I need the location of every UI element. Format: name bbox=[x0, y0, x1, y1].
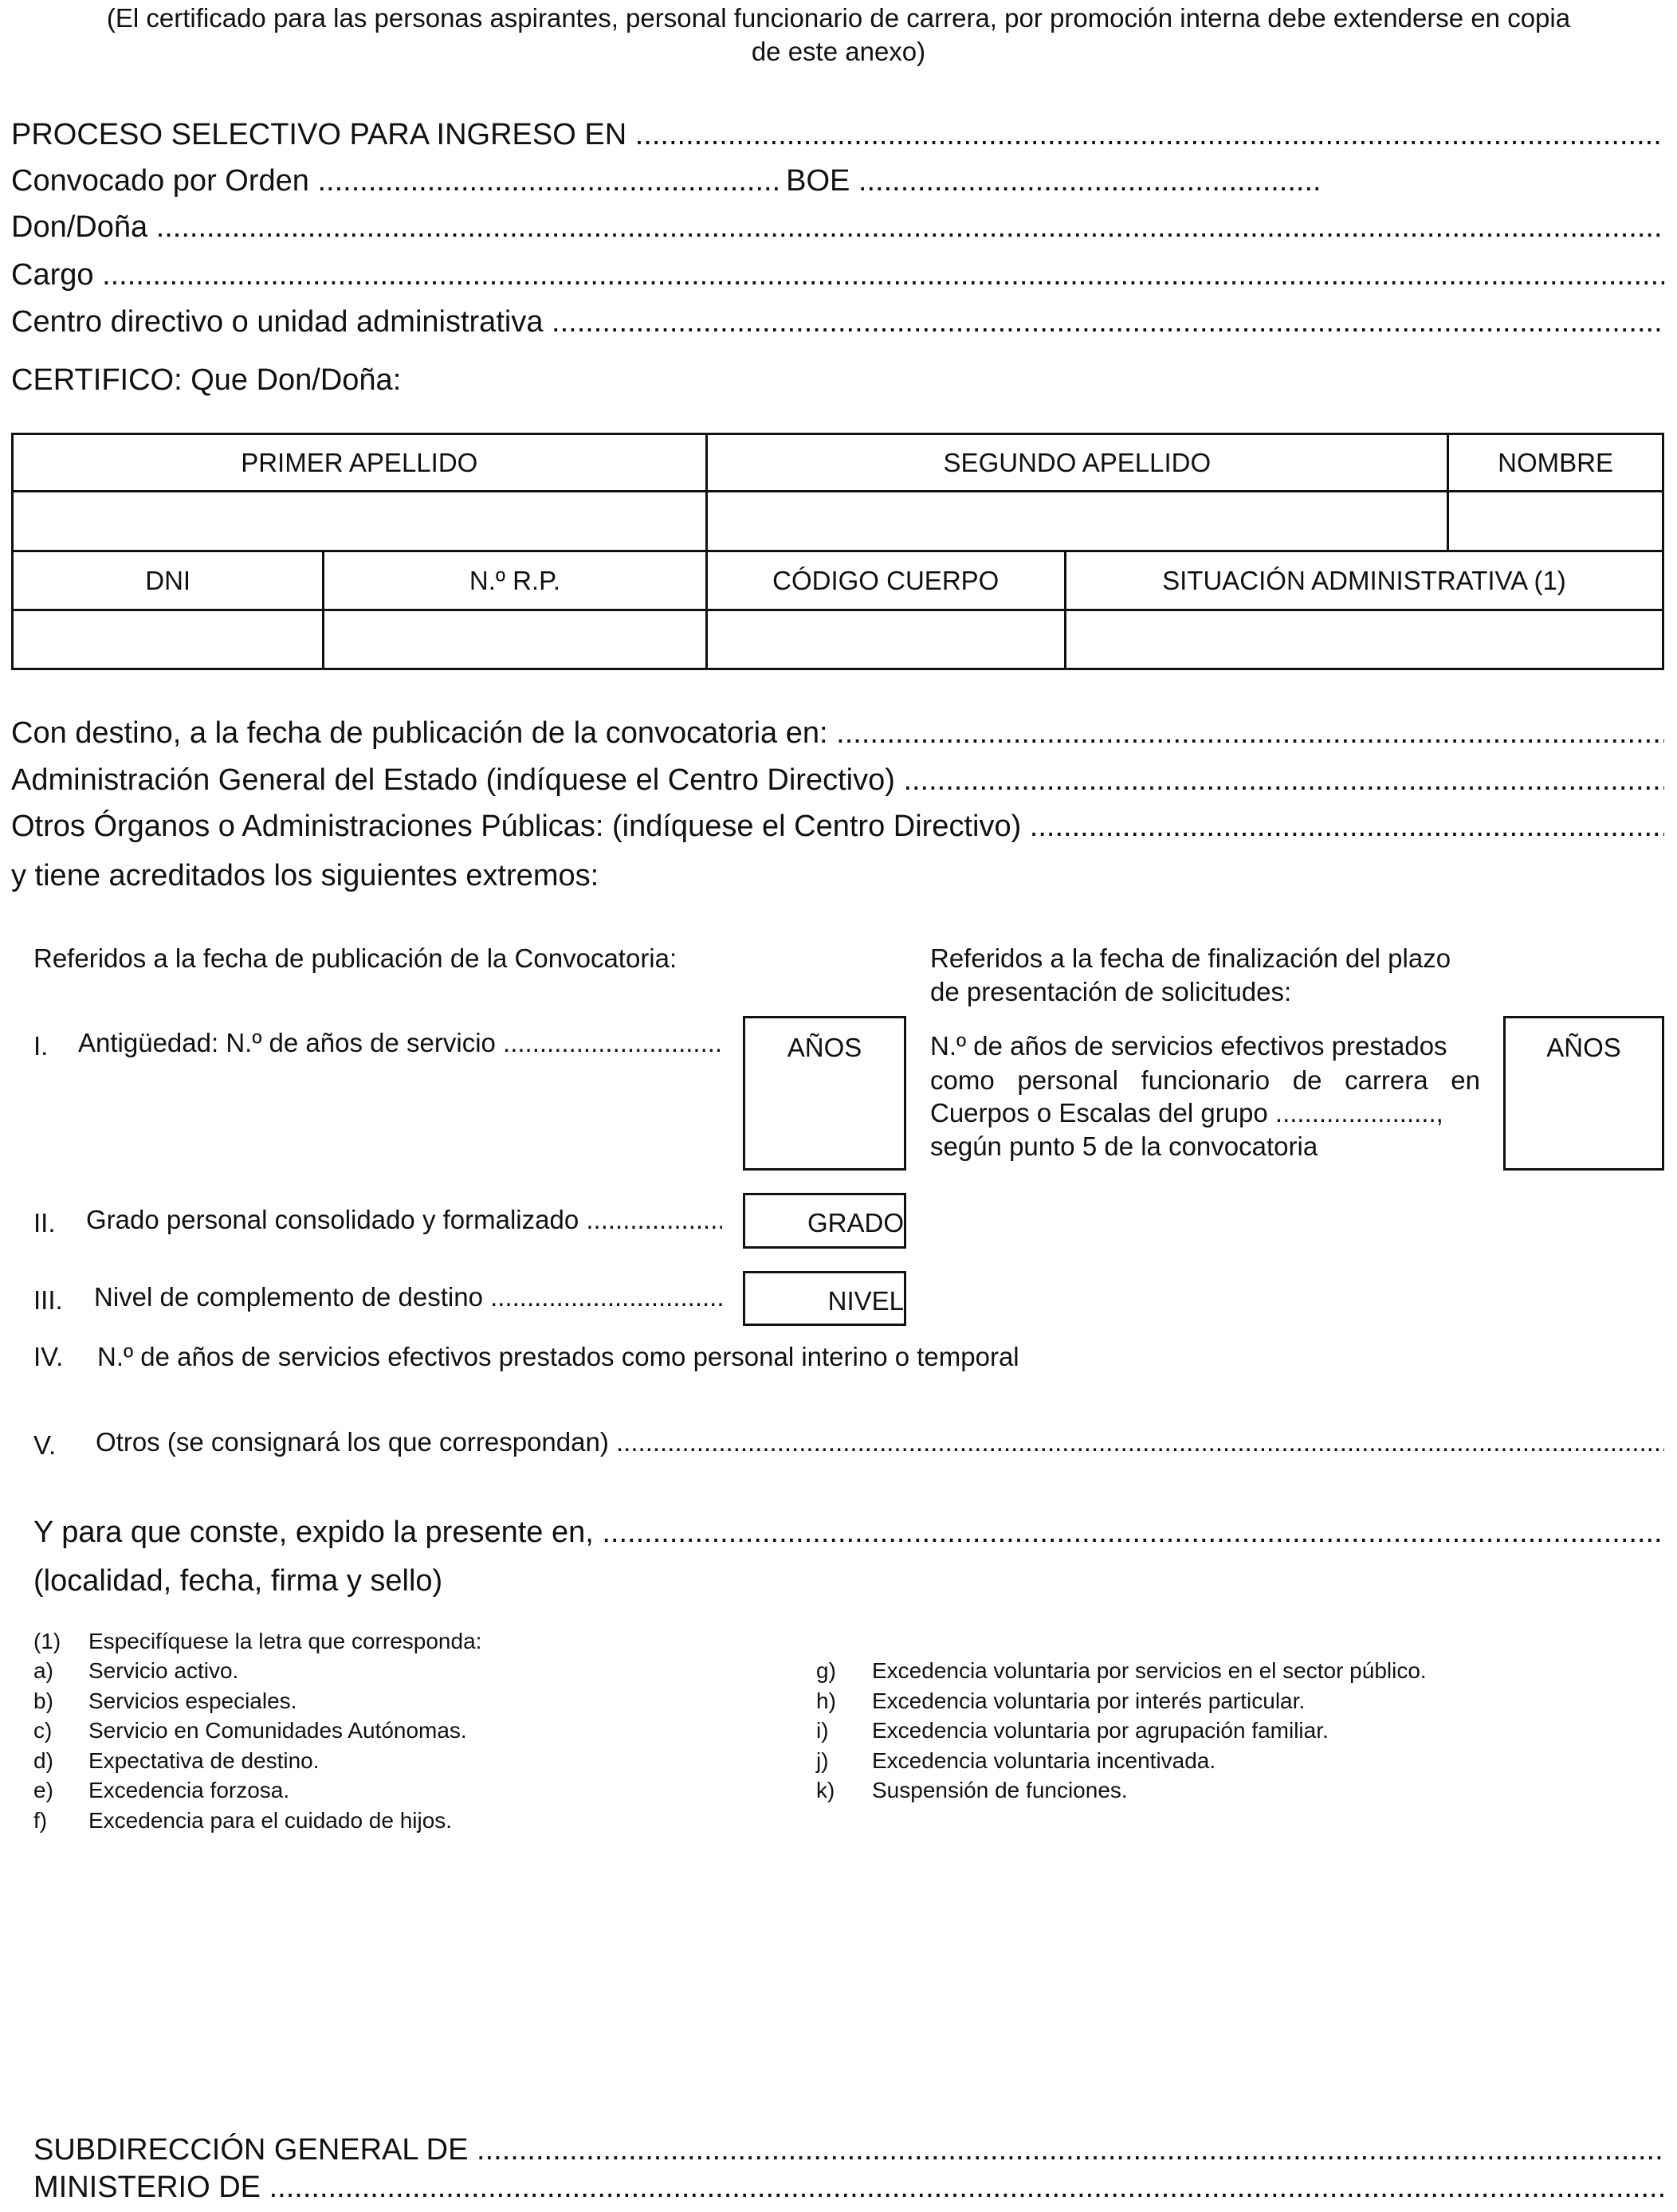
field-cargo[interactable] bbox=[11, 258, 1664, 293]
header-primer-apellido: PRIMER APELLIDO bbox=[13, 434, 707, 492]
item-iv: N.º de años de servicios efectivos prestados como personal interino o temporal bbox=[97, 1342, 1019, 1371]
certifico: CERTIFICO: Que Don/Doña: bbox=[11, 363, 402, 397]
header-situacion: SITUACIÓN ADMINISTRATIVA (1) bbox=[1065, 551, 1663, 610]
footnote-right-letter: h) bbox=[816, 1688, 836, 1713]
item-ii bbox=[86, 1205, 722, 1235]
item-i bbox=[78, 1028, 722, 1058]
item-iii-num: III. bbox=[33, 1285, 63, 1315]
item-ii-num: II. bbox=[33, 1208, 56, 1237]
right-heading-1: Referidos a la fecha de finalización del plazo bbox=[930, 943, 1451, 973]
left-heading: Referidos a la fecha de publicación de la Convocatoria: bbox=[33, 943, 677, 973]
item-v-num: V. bbox=[33, 1430, 57, 1460]
box-label: GRADO bbox=[807, 1208, 904, 1237]
label: Con destino, a la fecha de publicación de la convocatoria en: bbox=[11, 716, 828, 750]
box-label: NIVEL bbox=[827, 1286, 904, 1316]
cell-nombre[interactable] bbox=[1448, 492, 1663, 551]
localidad: (localidad, fecha, firma y sello) bbox=[33, 1564, 443, 1598]
right-text-3: Cuerpos o Escalas del grupo ......................, bbox=[930, 1098, 1443, 1128]
right-heading-2: de presentación de solicitudes: bbox=[930, 977, 1292, 1006]
footnote-left-letter: a) bbox=[33, 1658, 53, 1683]
grado-box[interactable] bbox=[743, 1193, 906, 1249]
footnote-right-text: Excedencia voluntaria por servicios en el sector público. bbox=[872, 1658, 1427, 1683]
right-text-2: como personal funcionario de carrera en bbox=[930, 1065, 1480, 1095]
item-iv-num: IV. bbox=[33, 1342, 64, 1371]
footnote-intro-num: (1) bbox=[33, 1629, 61, 1653]
footnote-left-text: Servicio en Comunidades Autónomas. bbox=[88, 1718, 467, 1743]
label: Otros Órganos o Administraciones Públicas: (indíquese el Centro Directivo) bbox=[11, 810, 1022, 843]
label: Centro directivo o unidad administrativa bbox=[11, 305, 544, 339]
footnote-left-text: Servicio activo. bbox=[88, 1658, 239, 1683]
field-age[interactable] bbox=[11, 763, 1664, 798]
item-v[interactable] bbox=[96, 1427, 1664, 1457]
item-i-num: I. bbox=[33, 1031, 49, 1061]
footnote-intro: Especifíquese la letra que corresponda: bbox=[88, 1629, 482, 1653]
footnote-right-letter: i) bbox=[816, 1718, 829, 1743]
footnote-left-letter: b) bbox=[33, 1688, 53, 1713]
acreditados: y tiene acreditados los siguientes extremos: bbox=[11, 859, 599, 892]
footnote-left-text: Expectativa de destino. bbox=[88, 1747, 320, 1773]
cell-codigo-cuerpo[interactable] bbox=[706, 610, 1065, 669]
boe-label: BOE bbox=[786, 164, 850, 198]
cell-nrp[interactable] bbox=[324, 610, 706, 669]
nivel-box[interactable] bbox=[743, 1271, 906, 1326]
label: Y para que conste, expido la presente en, bbox=[33, 1516, 594, 1549]
label: Cargo bbox=[11, 258, 94, 292]
footnote-left-text: Excedencia forzosa. bbox=[88, 1778, 290, 1802]
field-convocado[interactable] bbox=[11, 164, 1318, 199]
footnote-left-letter: e) bbox=[33, 1778, 53, 1802]
right-text-1: N.º de años de servicios efectivos prestados bbox=[930, 1031, 1447, 1061]
label: Don/Doña bbox=[11, 210, 148, 244]
field-centro[interactable] bbox=[11, 305, 1664, 340]
anos-box-left[interactable] bbox=[743, 1016, 906, 1171]
anos-box-right[interactable] bbox=[1503, 1016, 1664, 1171]
label: Administración General del Estado (indíquese el Centro Directivo) bbox=[11, 763, 895, 797]
right-text-4: según punto 5 de la convocatoria bbox=[930, 1131, 1318, 1161]
footnote-left-text: Servicios especiales. bbox=[88, 1688, 297, 1713]
footnote-right-letter: g) bbox=[816, 1658, 836, 1683]
footnote-right-letter: j) bbox=[816, 1747, 829, 1773]
footnote-left-letter: f) bbox=[33, 1807, 48, 1833]
footnote-right-text: Suspensión de funciones. bbox=[872, 1778, 1128, 1802]
field-proceso[interactable] bbox=[11, 118, 1664, 153]
header-nrp: N.º R.P. bbox=[324, 551, 706, 610]
label: Convocado por Orden bbox=[11, 164, 309, 198]
field-don[interactable] bbox=[11, 210, 1664, 245]
header-codigo-cuerpo: CÓDIGO CUERPO bbox=[706, 551, 1065, 610]
label: MINISTERIO DE bbox=[33, 2171, 261, 2204]
field-otros[interactable] bbox=[11, 810, 1664, 845]
header-segundo-apellido: SEGUNDO APELLIDO bbox=[706, 434, 1448, 492]
identity-table bbox=[11, 433, 1664, 670]
header-nombre: NOMBRE bbox=[1448, 434, 1663, 492]
cell-primer-apellido[interactable] bbox=[13, 492, 707, 551]
label: Antigüedad: N.º de años de servicio bbox=[78, 1028, 496, 1057]
field-ministerio[interactable] bbox=[33, 2171, 1664, 2206]
field-expido[interactable] bbox=[33, 1516, 1664, 1551]
label: PROCESO SELECTIVO PARA INGRESO EN bbox=[11, 118, 627, 151]
label: Otros (se consignará los que correspondan) bbox=[96, 1427, 609, 1457]
cell-dni[interactable] bbox=[13, 610, 324, 669]
note-line-2: de este anexo) bbox=[751, 37, 926, 66]
label: Nivel de complemento de destino bbox=[94, 1282, 483, 1312]
box-label: AÑOS bbox=[787, 1033, 862, 1062]
cell-segundo-apellido[interactable] bbox=[706, 492, 1448, 551]
item-iii bbox=[94, 1282, 722, 1312]
footnote-right-text: Excedencia voluntaria por interés particular. bbox=[872, 1688, 1306, 1713]
header-dni: DNI bbox=[13, 551, 324, 610]
footnote-right-text: Excedencia voluntaria incentivada. bbox=[872, 1747, 1216, 1773]
footnote-right-text: Excedencia voluntaria por agrupación familiar. bbox=[872, 1718, 1329, 1743]
field-con-destino[interactable] bbox=[11, 716, 1664, 751]
label: SUBDIRECCIÓN GENERAL DE bbox=[33, 2133, 469, 2167]
cell-situacion[interactable] bbox=[1065, 610, 1663, 669]
box-label: AÑOS bbox=[1546, 1033, 1621, 1062]
label: Grado personal consolidado y formalizado bbox=[86, 1205, 579, 1234]
footnote-right-letter: k) bbox=[816, 1778, 835, 1802]
footnote-left-text: Excedencia para el cuidado de hijos. bbox=[88, 1807, 453, 1833]
footnote-left-letter: d) bbox=[33, 1747, 53, 1773]
field-subdireccion[interactable] bbox=[33, 2133, 1664, 2168]
note-line-1: (El certificado para las personas aspirantes, personal funcionario de carrera, por promoción interna debe extenderse en copia bbox=[106, 3, 1571, 33]
footnote-left-letter: c) bbox=[33, 1718, 53, 1743]
